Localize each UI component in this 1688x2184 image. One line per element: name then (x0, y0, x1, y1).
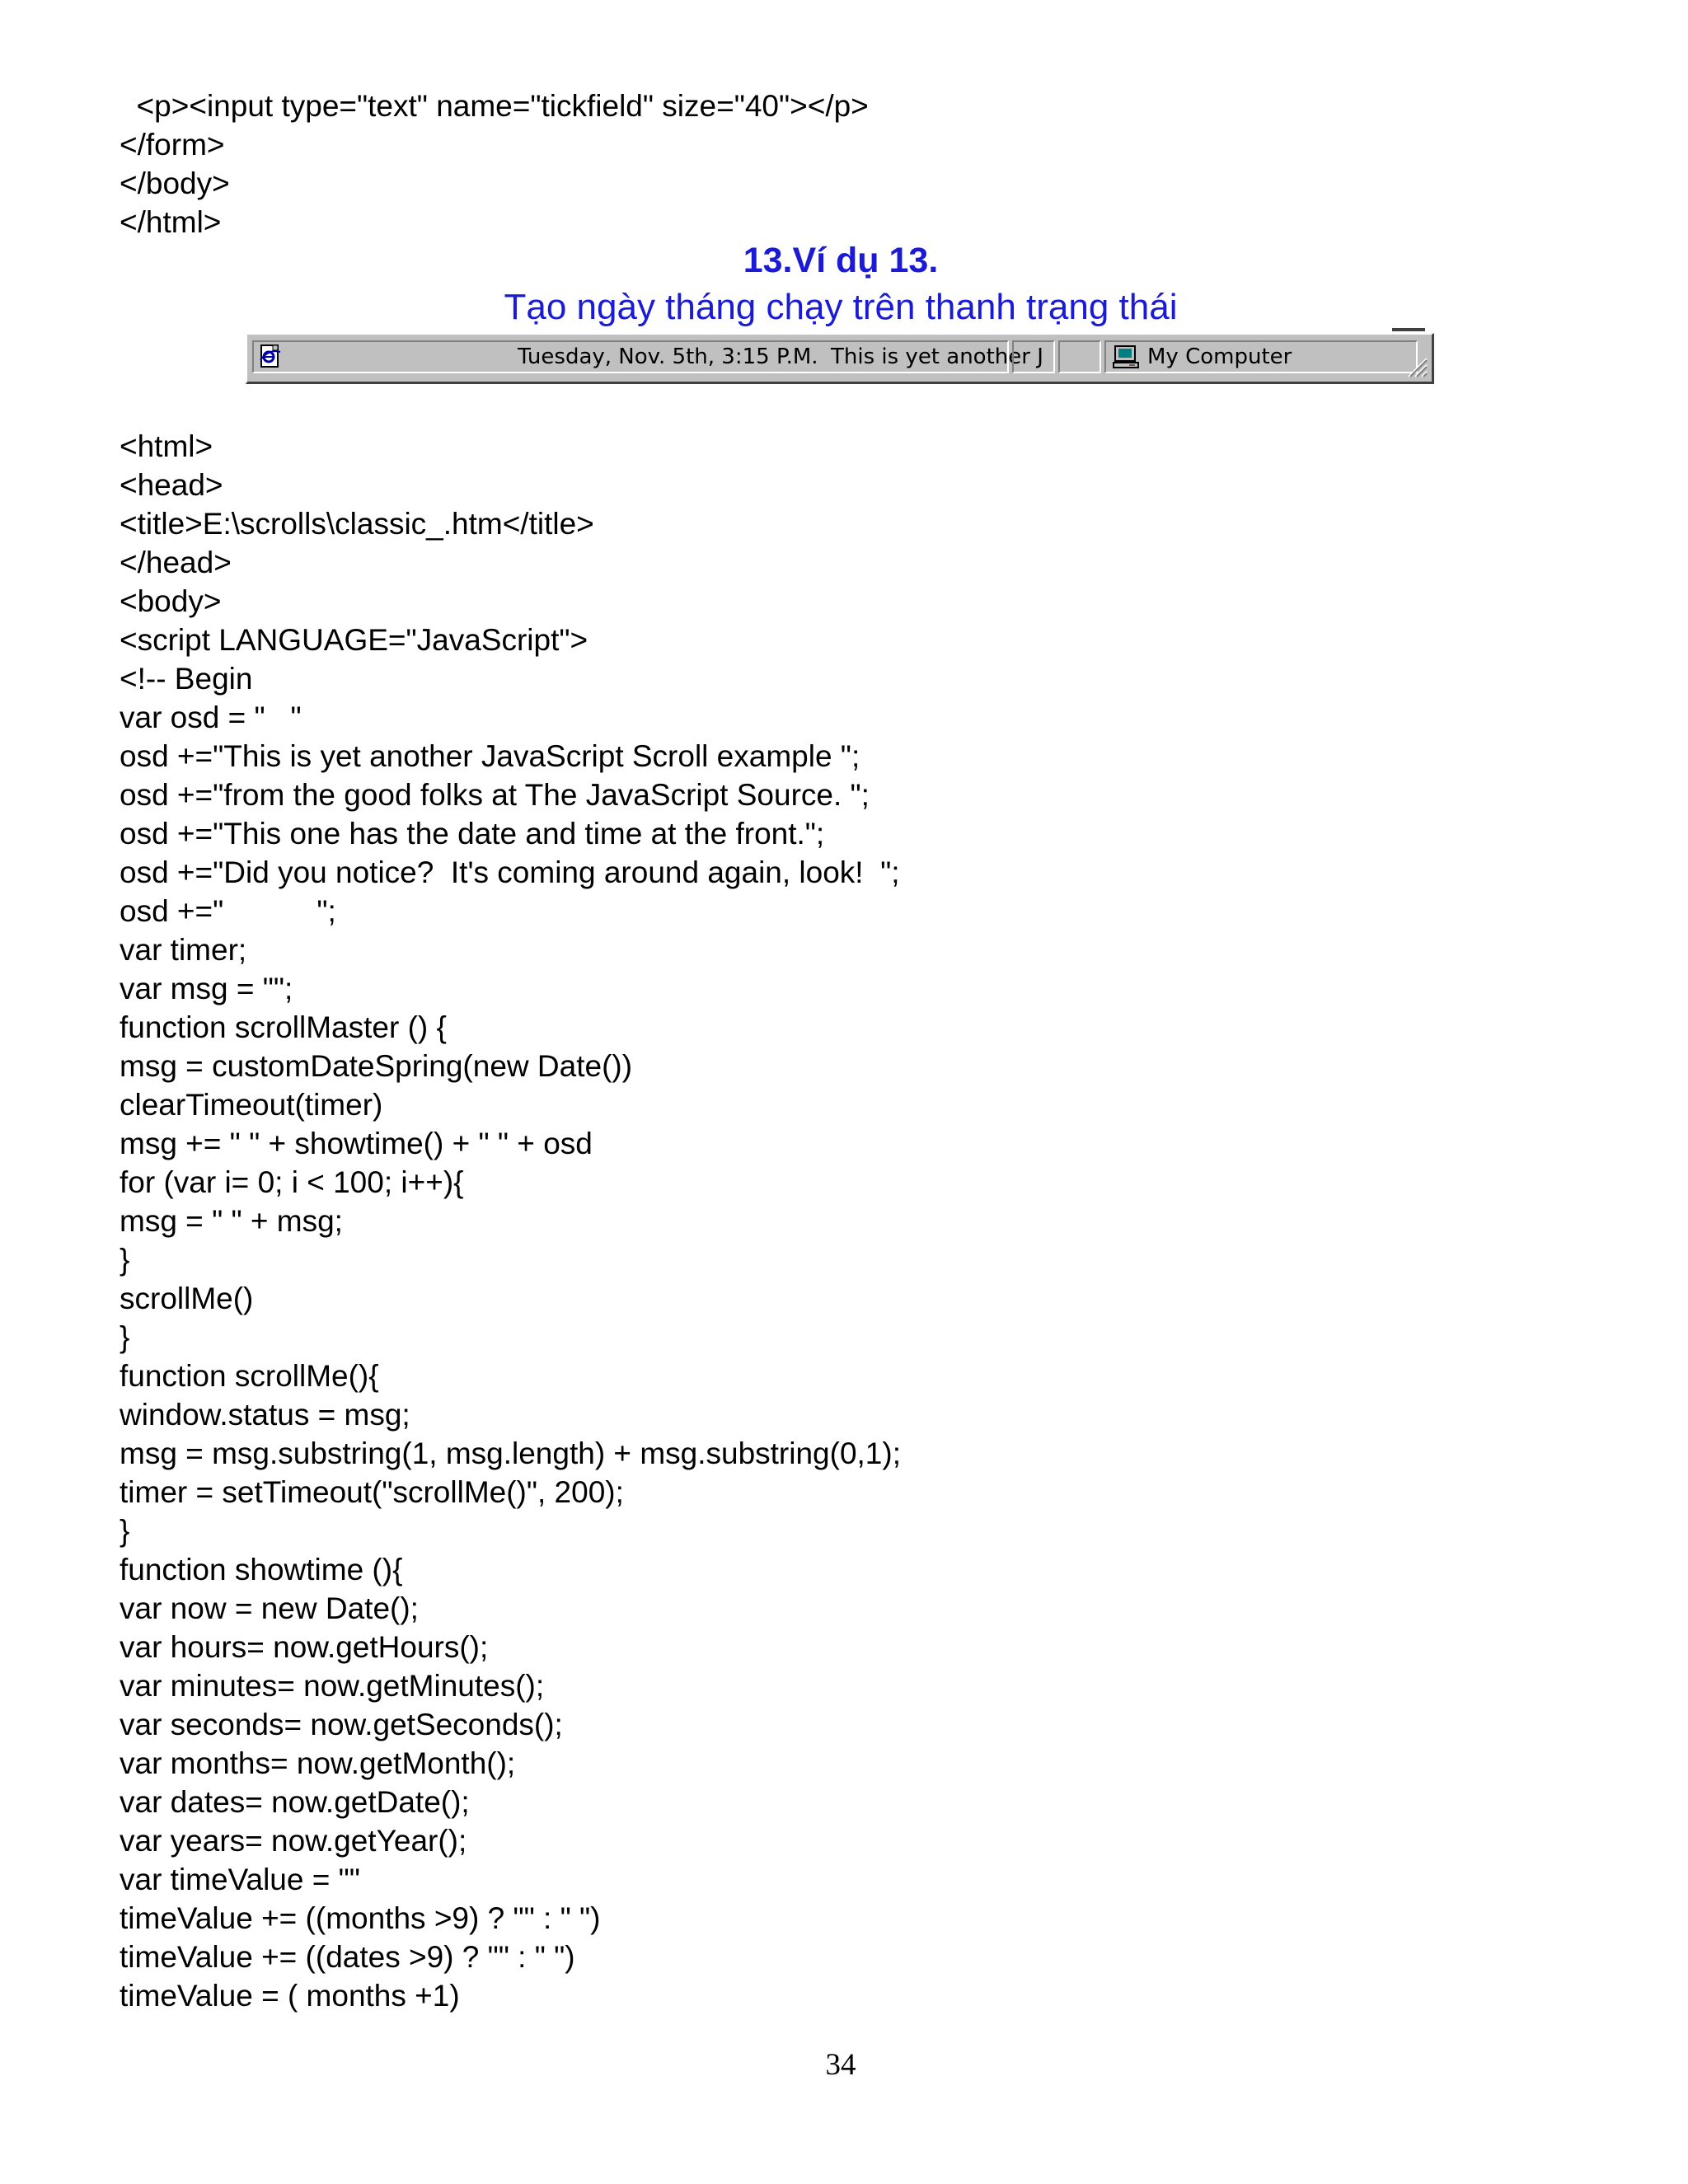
code-line: var msg = ""; (120, 972, 293, 1005)
my-computer-icon (1113, 344, 1141, 369)
code-line: </form> (120, 128, 225, 162)
code-line: timer = setTimeout("scrollMe()", 200); (120, 1475, 624, 1509)
code-line: var months= now.getMonth(); (120, 1746, 516, 1780)
code-line: osd +="from the good folks at The JavaScript Source. "; (120, 778, 870, 812)
browser-status-bar (246, 333, 1434, 384)
example-subtitle: Tạo ngày tháng chạy trên thanh trạng thái (504, 287, 1178, 327)
code-line: var timeValue = "" (120, 1863, 360, 1896)
code-line: msg = msg.substring(1, msg.length) + msg.substring(0,1); (120, 1436, 901, 1470)
code-line: <title>E:\scrolls\classic_.htm</title> (120, 507, 594, 541)
code-line: <script LANGUAGE="JavaScript"> (120, 623, 588, 657)
code-line: </head> (120, 546, 232, 579)
code-line: osd +="Did you notice? It's coming around again, look! "; (120, 855, 900, 889)
code-line: <body> (120, 584, 222, 618)
code-line: var dates= now.getDate(); (120, 1785, 470, 1819)
code-line: <head> (120, 468, 223, 502)
zone-label: My Computer (1147, 344, 1292, 369)
page-number: 34 (825, 2048, 856, 2082)
code-line: </html> (120, 205, 222, 239)
status-pane-empty-1 (1012, 340, 1055, 373)
status-pane-zone (1104, 340, 1418, 373)
code-line: msg += " " + showtime() + " " + osd (120, 1127, 593, 1160)
code-line: timeValue = ( months +1) (120, 1979, 460, 2013)
code-line: function scrollMe(){ (120, 1359, 379, 1393)
code-line: scrollMe() (120, 1282, 254, 1315)
code-line: var years= now.getYear(); (120, 1824, 467, 1858)
example-title: 13.Ví dụ 13. (743, 241, 939, 280)
code-line: <p><input type="text" name="tickfield" size="40"></p> (120, 89, 869, 123)
status-date-text: Tuesday, Nov. 5th, 3:15 P.M. (518, 344, 818, 369)
code-line: } (120, 1243, 130, 1277)
code-line: timeValue += ((months >9) ? "" : " ") (120, 1901, 601, 1935)
code-line: } (120, 1320, 130, 1354)
code-line: var timer; (120, 933, 247, 967)
code-line: function scrollMaster () { (120, 1010, 447, 1044)
code-block-main (120, 427, 901, 2015)
code-line: msg = customDateSpring(new Date()) (120, 1049, 633, 1083)
code-line: var hours= now.getHours(); (120, 1630, 489, 1664)
code-line: osd +="This is yet another JavaScript Scroll example "; (120, 739, 860, 773)
code-line: osd +="This one has the date and time at the front."; (120, 817, 825, 851)
code-line: timeValue += ((dates >9) ? "" : " ") (120, 1940, 575, 1974)
code-line: window.status = msg; (120, 1398, 410, 1432)
window-edge (1392, 328, 1425, 331)
code-line: osd +=" "; (120, 894, 336, 928)
code-line: var minutes= now.getMinutes(); (120, 1669, 545, 1703)
code-block-top (120, 87, 869, 241)
code-line: <!-- Begin (120, 662, 253, 696)
code-line: </body> (120, 166, 230, 200)
status-pane-main (252, 340, 1043, 373)
code-line: } (120, 1514, 130, 1548)
resize-grip-icon[interactable] (1405, 355, 1428, 378)
code-line: function showtime (){ (120, 1553, 403, 1586)
status-scroll-text: This is yet another J (831, 344, 1043, 369)
code-line: <html> (120, 429, 213, 463)
code-line: msg = " " + msg; (120, 1204, 343, 1238)
ie-page-icon (259, 344, 284, 368)
code-line: clearTimeout(timer) (120, 1088, 383, 1122)
status-pane-empty-2 (1058, 340, 1101, 373)
code-line: var now = new Date(); (120, 1591, 419, 1625)
code-line: var osd = " " (120, 701, 302, 734)
code-line: var seconds= now.getSeconds(); (120, 1708, 563, 1741)
code-line: for (var i= 0; i < 100; i++){ (120, 1165, 464, 1199)
